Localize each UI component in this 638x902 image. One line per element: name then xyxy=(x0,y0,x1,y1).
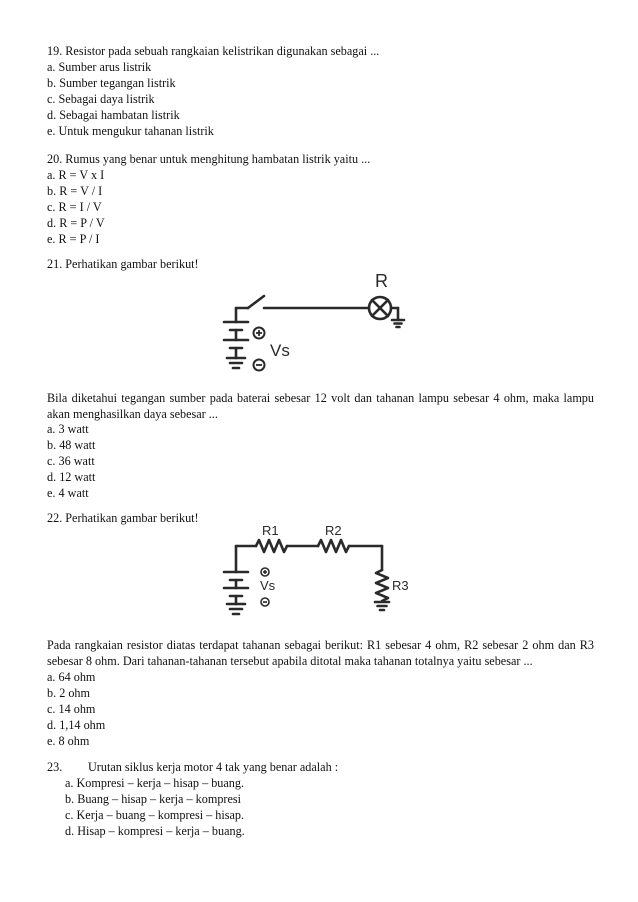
source-label: Vs xyxy=(260,578,276,593)
q21-option-e: e. 4 watt xyxy=(47,486,89,500)
q20-option-d: d. R = P / V xyxy=(47,216,105,230)
r1-resistor-icon xyxy=(256,540,287,552)
q21-circuit-diagram xyxy=(218,272,418,384)
q19-option-b: b. Sumber tegangan listrik xyxy=(47,76,176,90)
q21-question: 21. Perhatikan gambar berikut! xyxy=(47,257,199,271)
q20-option-c: c. R = I / V xyxy=(47,200,102,214)
q21-option-c: c. 36 watt xyxy=(47,454,95,468)
q20-option-e: e. R = P / I xyxy=(47,232,100,246)
switch-icon xyxy=(248,296,264,308)
q22-option-d: d. 1,14 ohm xyxy=(47,718,106,732)
q21-option-d: d. 12 watt xyxy=(47,470,96,484)
q22-option-e: e. 8 ohm xyxy=(47,734,90,748)
q19-option-c: c. Sebagai daya listrik xyxy=(47,92,155,106)
q22-text: Pada rangkaian resistor diatas terdapat tahanan sebagai berikut: R1 sebesar 4 ohm, R2 sebesar 2 ohm dan R3 sebesar 8 ohm. Dari tahanan-tahanan tersebut apabila ditotal maka tahanan totalnya yaitu sebesar ... xyxy=(47,638,594,668)
q23-option-c: c. Kerja – buang – kompresi – hisap. xyxy=(65,808,245,822)
r1-label: R1 xyxy=(262,523,279,538)
r3-resistor-icon xyxy=(376,570,388,601)
q20-option-a: a. R = V x I xyxy=(47,168,105,182)
q21-text: Bila diketahui tegangan sumber pada baterai sebesar 12 volt dan tahanan lampu sebesar 4 ohm, maka lampu akan menghasilkan daya sebesar ... xyxy=(47,391,594,421)
q23-option-a: a. Kompresi – kerja – hisap – buang. xyxy=(65,776,245,790)
q23-number: 23. xyxy=(47,760,63,774)
q19-option-a: a. Sumber arus listrik xyxy=(47,60,152,74)
r2-label: R2 xyxy=(325,523,342,538)
q20-question: 20. Rumus yang benar untuk menghitung hambatan listrik yaitu ... xyxy=(47,152,371,166)
lamp-label: R xyxy=(375,272,388,291)
q22-option-a: a. 64 ohm xyxy=(47,670,96,684)
q23-option-b: b. Buang – hisap – kerja – kompresi xyxy=(65,792,242,806)
q23-option-d: d. Hisap – kompresi – kerja – buang. xyxy=(65,824,245,838)
q22-question: 22. Perhatikan gambar berikut! xyxy=(47,511,199,525)
q22-option-b: b. 2 ohm xyxy=(47,686,90,700)
r3-label: R3 xyxy=(392,578,409,593)
q19-option-d: d. Sebagai hambatan listrik xyxy=(47,108,180,122)
q22-circuit-diagram xyxy=(218,522,418,628)
q21-option-a: a. 3 watt xyxy=(47,422,89,436)
q19-option-e: e. Untuk mengukur tahanan listrik xyxy=(47,124,214,138)
q22-option-c: c. 14 ohm xyxy=(47,702,96,716)
q23-question: Urutan siklus kerja motor 4 tak yang benar adalah : xyxy=(88,760,339,774)
q19-question: 19. Resistor pada sebuah rangkaian kelistrikan digunakan sebagai ... xyxy=(47,44,380,58)
q20-option-b: b. R = V / I xyxy=(47,184,103,198)
r2-resistor-icon xyxy=(318,540,349,552)
q21-option-b: b. 48 watt xyxy=(47,438,96,452)
source-label: Vs xyxy=(270,341,290,360)
